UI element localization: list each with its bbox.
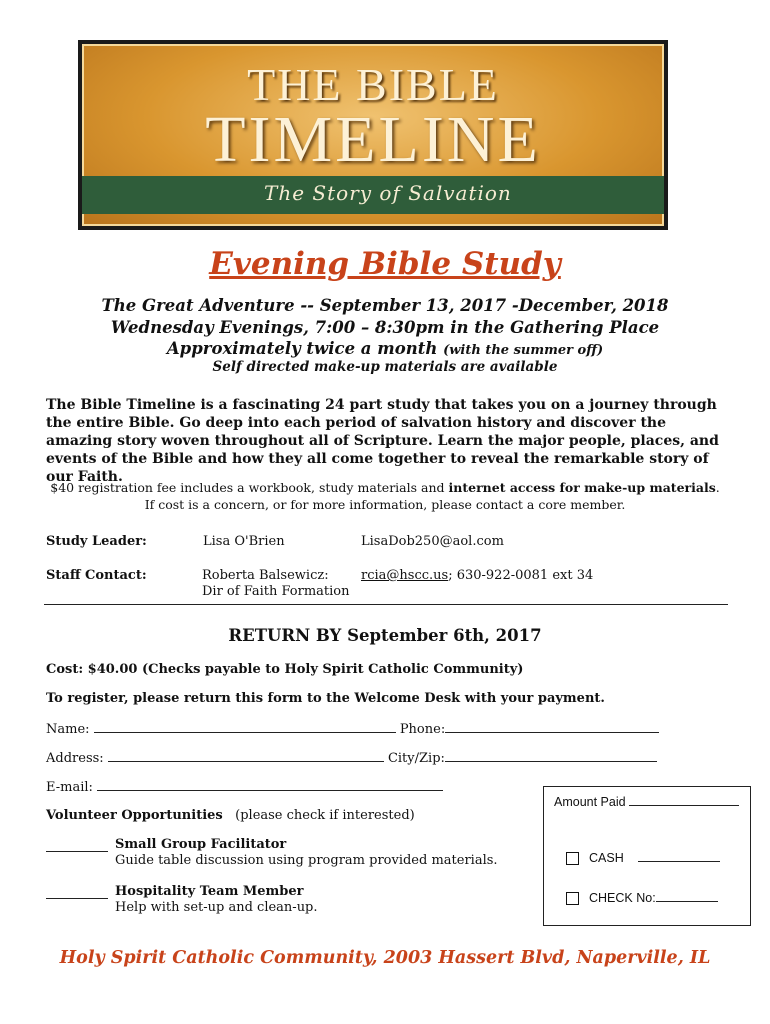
- fee-period: .: [715, 480, 720, 495]
- study-leader-label: Study Leader:: [46, 534, 147, 549]
- cash-checkbox[interactable]: [566, 852, 579, 865]
- cityzip-label: City/Zip:: [387, 751, 445, 766]
- schedule-line-1: The Great Adventure -- September 13, 2017 -December, 2018: [101, 296, 669, 315]
- fee-contact-note: If cost is a concern, or for more information, please contact a core member.: [144, 497, 626, 512]
- staff-contact-label-text: Staff Contact:: [46, 568, 147, 583]
- staff-contact-name: [202, 568, 349, 600]
- volunteer-heading: [46, 808, 415, 823]
- page-heading: Evening Bible Study: [209, 246, 561, 282]
- banner-title-line2: TIMELINE: [205, 103, 541, 176]
- check-label: CHECK No:: [589, 891, 656, 905]
- volunteer-note: (please check if interested): [235, 808, 415, 823]
- volunteer-option-hospitality: [46, 884, 318, 916]
- footer-address: Holy Spirit Catholic Community, 2003 Hassert Blvd, Naperville, IL: [59, 948, 711, 968]
- hospitality-check-line[interactable]: [46, 886, 108, 899]
- facilitator-desc: Guide table discussion using program provided materials.: [115, 853, 498, 868]
- section-divider: [44, 604, 728, 605]
- cash-amount-field[interactable]: [638, 851, 720, 862]
- cityzip-field[interactable]: [445, 749, 657, 762]
- amount-paid-field[interactable]: [629, 795, 739, 806]
- makeup-note: Self directed make-up materials are available: [212, 359, 558, 375]
- banner-parchment: [82, 44, 664, 226]
- cost-line: Cost: $40.00 (Checks payable to Holy Spirit Catholic Community): [46, 662, 524, 677]
- staff-email-link[interactable]: rcia@hscc.us: [361, 568, 449, 583]
- fee-text: $40 registration fee includes a workbook, study materials and: [50, 480, 449, 495]
- staff-phone: ; 630-922-0081 ext 34: [448, 568, 594, 583]
- fee-internet-access: internet access for make-up materials: [448, 480, 716, 495]
- volunteer-option-facilitator: [46, 837, 498, 869]
- cash-label: CASH: [589, 851, 624, 865]
- banner-image: [78, 40, 668, 230]
- register-instructions: To register, please return this form to the Welcome Desk with your payment.: [46, 691, 605, 706]
- study-leader-email[interactable]: LisaDob250@aol.com: [361, 534, 504, 549]
- email-label: E-mail:: [46, 780, 93, 795]
- fee-info: [0, 479, 770, 513]
- address-label: Address:: [46, 751, 104, 766]
- name-row: [46, 720, 659, 737]
- check-row: [566, 891, 718, 905]
- name-field[interactable]: [94, 720, 396, 733]
- summer-note: (with the summer off): [443, 343, 604, 358]
- amount-paid-row: [554, 795, 739, 809]
- banner-subtitle: The Story of Salvation: [264, 181, 512, 205]
- intro-paragraph: The Bible Timeline is a fascinating 24 part study that takes you on a journey through the entire Bible. Go deep into each period of salvation history and discover the amazing story woven throughout all of Scripture. Learn the major people, places, and events of the Bible and how they all come together to reveal the remarkable story of our Faith.: [46, 397, 719, 485]
- facilitator-check-line[interactable]: [46, 839, 108, 852]
- return-by-date: RETURN BY September 6th, 2017: [228, 626, 542, 645]
- address-field[interactable]: [108, 749, 384, 762]
- address-row: [46, 749, 657, 766]
- phone-field[interactable]: [445, 720, 659, 733]
- payment-box: [543, 786, 751, 926]
- banner-title-line1: THE BIBLE: [247, 59, 499, 110]
- hospitality-desc: Help with set-up and clean-up.: [115, 900, 318, 915]
- check-checkbox[interactable]: [566, 892, 579, 905]
- staff-contact-info: [361, 568, 593, 584]
- study-leader-name: Lisa O'Brien: [203, 534, 285, 549]
- email-field[interactable]: [97, 778, 443, 791]
- staff-contact-label: [46, 568, 147, 584]
- amount-paid-label: Amount Paid: [554, 795, 626, 809]
- phone-label: Phone:: [399, 722, 446, 737]
- name-label: Name:: [46, 722, 90, 737]
- facilitator-title: Small Group Facilitator: [115, 837, 287, 852]
- volunteer-title: Volunteer Opportunities: [46, 808, 223, 823]
- check-number-field[interactable]: [656, 891, 718, 902]
- hospitality-title: Hospitality Team Member: [115, 884, 304, 899]
- staff-name: Roberta Balsewicz:: [202, 568, 329, 583]
- schedule-line-2: Wednesday Evenings, 7:00 – 8:30pm in the Gathering Place: [110, 318, 660, 337]
- schedule-line-3: [0, 339, 770, 358]
- email-row: [46, 778, 443, 795]
- staff-title: Dir of Faith Formation: [202, 584, 350, 599]
- cash-row: [566, 851, 720, 865]
- frequency-text: Approximately twice a month: [166, 339, 444, 358]
